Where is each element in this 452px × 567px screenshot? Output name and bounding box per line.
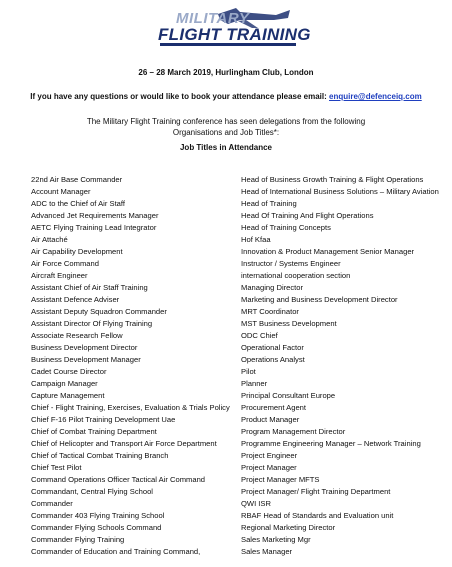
job-title-item: Planner — [241, 379, 268, 388]
job-title-item: Pilot — [241, 367, 256, 376]
job-title-item: QWI ISR — [241, 499, 271, 508]
intro-text — [0, 116, 452, 138]
job-title-item: Chief of Tactical Combat Training Branch — [31, 451, 169, 460]
job-title-item: Assistant Director Of Flying Training — [31, 319, 153, 328]
job-title-item: Commander Flying Training — [31, 535, 125, 544]
job-title-item: Command Operations Officer Tactical Air Command — [31, 475, 206, 484]
job-title-item: Principal Consultant Europe — [241, 391, 336, 400]
logo-text-flight-training: FLIGHT TRAINING — [158, 25, 311, 44]
job-title-item: Chief F-16 Pilot Training Development Uae — [31, 415, 176, 424]
job-title-item: ADC to the Chief of Air Staff — [31, 199, 125, 208]
job-title-item: MRT Coordinator — [241, 307, 299, 316]
intro-line-1: The Military Flight Training conference has seen delegations from the following — [86, 117, 366, 126]
job-title-item: Assistant Defence Adviser — [31, 295, 120, 304]
job-title-item: Aircraft Engineer — [31, 271, 88, 280]
event-date-venue: 26 – 28 March 2019, Hurlingham Club, London — [138, 68, 314, 77]
job-title-item: Air Attaché — [31, 235, 68, 244]
conference-logo — [158, 6, 311, 50]
job-title-item: Instructor / Systems Engineer — [241, 259, 341, 268]
job-title-item: Commander — [31, 499, 73, 508]
logo-text-military: MILITARY — [176, 10, 250, 27]
job-title-item: Marketing and Business Development Director — [241, 295, 398, 304]
job-title-item: Campaign Manager — [31, 379, 98, 388]
job-title-item: Programme Engineering Manager – Network Training — [241, 439, 421, 448]
intro-line-2: Organisations and Job Titles*: — [172, 128, 280, 137]
job-title-item: Hof Kfaa — [241, 235, 271, 244]
job-title-item: Assistant Chief of Air Staff Training — [31, 283, 148, 292]
job-title-item: Operational Factor — [241, 343, 304, 352]
job-title-item: Commander of Education and Training Command, — [31, 547, 201, 556]
job-title-item: RBAF Head of Standards and Evaluation unit — [241, 511, 394, 520]
job-title-item: Program Management Director — [241, 427, 346, 436]
contact-email-link[interactable]: enquire@defenceiq.com — [329, 92, 422, 101]
job-title-item: Head of Business Growth Training & Flight Operations — [241, 175, 424, 184]
job-title-item: Business Development Director — [31, 343, 138, 352]
job-title-item: Business Development Manager — [31, 355, 141, 364]
job-title-item: Managing Director — [241, 283, 304, 292]
job-title-item: Regional Marketing Director — [241, 523, 336, 532]
job-title-item: international cooperation section — [241, 271, 351, 280]
section-heading: Job Titles in Attendance — [179, 143, 272, 152]
job-title-item: Capture Management — [31, 391, 105, 400]
contact-line — [0, 92, 452, 101]
job-title-item: Commander 403 Flying Training School — [31, 511, 165, 520]
job-title-item: MST Business Development — [241, 319, 337, 328]
job-title-item: Chief of Combat Training Department — [31, 427, 157, 436]
job-title-item: Chief - Flight Training, Exercises, Evaluation & Trials Policy — [31, 403, 230, 412]
job-title-item: Chief Test Pilot — [31, 463, 82, 472]
job-titles-right-column — [241, 174, 451, 558]
job-title-item: Product Manager — [241, 415, 300, 424]
job-title-item: Air Capability Development — [31, 247, 123, 256]
job-title-item: Head of Training — [241, 199, 297, 208]
job-title-item: Head of Training Concepts — [241, 223, 331, 232]
job-title-item: Chief of Helicopter and Transport Air Force Department — [31, 439, 217, 448]
job-title-item: Operations Analyst — [241, 355, 305, 364]
job-title-item: AETC Flying Training Lead Integrator — [31, 223, 157, 232]
job-title-item: Assistant Deputy Squadron Commander — [31, 307, 167, 316]
job-title-item: ODC Chief — [241, 331, 278, 340]
job-title-item: Head Of Training And Flight Operations — [241, 211, 374, 220]
job-title-item: Project Manager/ Flight Training Department — [241, 487, 391, 496]
job-title-item: Project Manager MFTS — [241, 475, 320, 484]
job-title-item: Commander Flying Schools Command — [31, 523, 162, 532]
job-titles-left-column — [31, 174, 231, 558]
job-title-item: 22nd Air Base Commander — [31, 175, 123, 184]
job-title-item: Head of International Business Solutions – Military Aviation — [241, 187, 439, 196]
job-title-item: Commandant, Central Flying School — [31, 487, 153, 496]
job-title-item: Innovation & Product Management Senior Manager — [241, 247, 415, 256]
job-title-item: Project Engineer — [241, 451, 298, 460]
contact-text: If you have any questions or would like to book your attendance please email: — [30, 92, 327, 101]
job-title-item: Cadet Course Director — [31, 367, 107, 376]
job-title-item: Air Force Command — [31, 259, 99, 268]
job-title-item: Advanced Jet Requirements Manager — [31, 211, 159, 220]
job-title-item: Project Manager — [241, 463, 297, 472]
job-title-item: Associate Research Fellow — [31, 331, 123, 340]
job-title-item: Sales Marketing Mgr — [241, 535, 311, 544]
job-title-item: Account Manager — [31, 187, 91, 196]
job-title-item: Sales Manager — [241, 547, 293, 556]
job-title-item: Procurement Agent — [241, 403, 307, 412]
